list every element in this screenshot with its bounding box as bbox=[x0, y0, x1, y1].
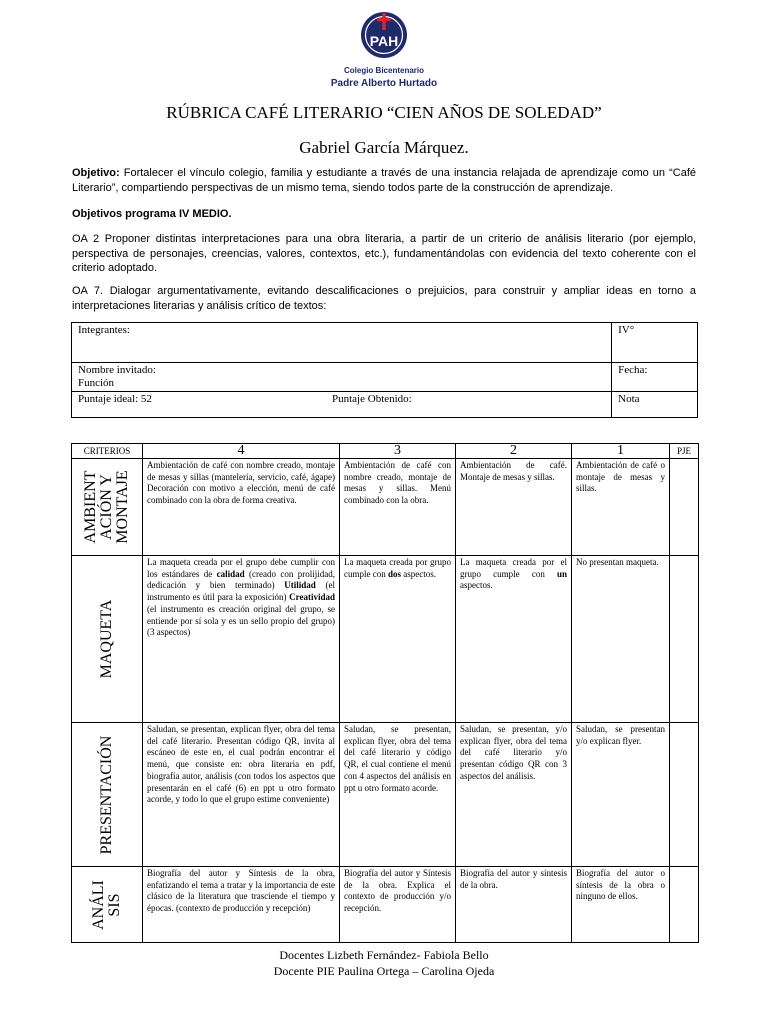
text-run: (creado con prolijidad, dedicación y bien terminado) bbox=[147, 568, 335, 591]
criterion-label bbox=[83, 470, 131, 543]
rubric-row-presentacion bbox=[72, 723, 699, 867]
criterion-line: ANÁLI bbox=[90, 879, 107, 930]
criterion-line: SIS bbox=[106, 892, 123, 917]
ambientacion-score-cell[interactable] bbox=[670, 459, 699, 556]
analisis-level-1: Biografía del autor o síntesis de la obra o ninguno de ellos. bbox=[572, 867, 670, 943]
maqueta-level-4 bbox=[143, 556, 340, 723]
document-author: Gabriel García Márquez. bbox=[299, 138, 469, 157]
student-info-table bbox=[71, 322, 698, 418]
criterion-analisis bbox=[72, 867, 143, 943]
presentacion-level-3: Saludan, se presentan, explican flyer, obra del tema del café literario y código QR, el cual contiene el menú con 4 aspectos del análisis en ppt u otro formato acorde. bbox=[340, 723, 456, 867]
criterion-label bbox=[91, 880, 123, 930]
logo-letters: PAH bbox=[369, 33, 399, 49]
maqueta-level-2 bbox=[456, 556, 572, 723]
text-run: La maqueta creada por el grupo debe cumplir con los estándares de bbox=[147, 557, 335, 579]
ambientacion-level-2: Ambientación de café. Montaje de mesas y sillas. bbox=[456, 459, 572, 556]
ambientacion-level-4: Ambientación de café con nombre creado, montaje de mesas y sillas (mantelería, servicio, café, ágape) Decoración con motivo a elección, menú de café combinado con la obra de forma creativa. bbox=[143, 459, 340, 556]
rubric-row-analisis bbox=[72, 867, 699, 943]
text-run: La maqueta creada por el grupo cumple con bbox=[460, 557, 567, 579]
document-title: RÚBRICA CAFÉ LITERARIO “CIEN AÑOS DE SOLEDAD” bbox=[166, 103, 602, 122]
objective-label: Objetivo: bbox=[72, 167, 120, 179]
fecha-field[interactable] bbox=[612, 363, 698, 392]
maqueta-level-3 bbox=[340, 556, 456, 723]
puntaje-ideal: Puntaje ideal: 52 bbox=[78, 393, 152, 405]
invitado-field[interactable] bbox=[72, 363, 612, 392]
rubric-row-ambientacion bbox=[72, 459, 699, 556]
curso-field[interactable]: IV° bbox=[612, 323, 698, 363]
criterion-line: MONTAJE bbox=[114, 470, 131, 544]
rubric-row-maqueta bbox=[72, 556, 699, 723]
maqueta-score-cell[interactable] bbox=[670, 556, 699, 723]
criterion-line: PRESENTACIÓN bbox=[98, 735, 115, 854]
analisis-level-2: Biografía del autor y síntesis de la obra. bbox=[456, 867, 572, 943]
text-run: (el instrumento es creación original del grupo, se entiende por sí sola y es un sello propio del grupo) (3 aspectos) bbox=[147, 603, 335, 638]
header-pje: PJE bbox=[670, 444, 699, 459]
text-run: aspectos. bbox=[401, 568, 437, 579]
bold-run: un bbox=[556, 568, 567, 579]
header-criterios: CRITERIOS bbox=[72, 444, 143, 459]
criterion-line: AMBIENT bbox=[82, 470, 99, 544]
nota-field[interactable]: Nota bbox=[612, 392, 698, 418]
presentacion-score-cell[interactable] bbox=[670, 723, 699, 867]
analisis-level-4: Biografía del autor y Síntesis de la obra, enfatizando el tema a tratar y la importancia de este clásico de la literatura que trasciende el tiempo y épocas. (contexto de producción y recepción) bbox=[143, 867, 340, 943]
school-name-line1: Colegio Bicentenario bbox=[343, 66, 424, 75]
analisis-level-3: Biografía del autor y Síntesis de la obra. Explica el contexto de producción y/o recepción. bbox=[340, 867, 456, 943]
presentacion-level-1: Saludan, se presentan y/o explican flyer. bbox=[572, 723, 670, 867]
rubric-header-row bbox=[72, 444, 699, 459]
bold-run: dos bbox=[388, 568, 402, 579]
school-logo-block bbox=[0, 10, 768, 89]
presentacion-level-4: Saludan, se presentan, explican flyer, obra del tema del café literario. Presentan código QR, invita al escáneo de este en, el cual podrán encontrar el menú, que consiste en: obra literaria en pdf, biografía autor, análisis (con todos los aspectos que presentarán en el café (6) en ppt u otro formato acorde, y todo lo que el grupo estime conveniente) bbox=[143, 723, 340, 867]
bold-run: Creatividad bbox=[289, 592, 335, 603]
criterion-maqueta bbox=[72, 556, 143, 723]
school-name-line2: Padre Alberto Hurtado bbox=[330, 78, 438, 89]
text-run: (el instrumento es útil para la exposición) bbox=[147, 580, 335, 603]
puntaje-obtenido: Puntaje Obtenido: bbox=[332, 393, 412, 405]
program-heading: Objetivos programa IV MEDIO. bbox=[72, 208, 232, 220]
puntaje-field[interactable] bbox=[72, 392, 612, 418]
header-score-1: 1 bbox=[572, 444, 670, 459]
bold-run: Utilidad bbox=[284, 580, 316, 591]
ambientacion-level-1: Ambientación de café o montaje de mesas y sillas. bbox=[572, 459, 670, 556]
footer-pie-teachers: Docente PIE Paulina Ortega – Carolina Ojeda bbox=[273, 964, 495, 978]
school-crest-icon bbox=[359, 10, 409, 60]
criterion-line: MAQUETA bbox=[98, 599, 115, 679]
objective-paragraph bbox=[72, 166, 696, 195]
funcion-label: Función bbox=[78, 377, 115, 389]
criterion-line: ACIÓN Y bbox=[98, 474, 115, 540]
invitado-label: Nombre invitado: bbox=[78, 364, 156, 376]
text-run: aspectos. bbox=[460, 580, 493, 591]
header-score-2: 2 bbox=[456, 444, 572, 459]
objective-text: Fortalecer el vínculo colegio, familia y estudiante a través de una instancia relajada de aprendizaje como un “Café Literario”, compartiendo perspectivas de un mismo tema, siendo todos parte de la construcción de aprendizaje. bbox=[72, 167, 696, 194]
oa2-paragraph: OA 2 Proponer distintas interpretaciones para una obra literaria, a partir de un criterio de análisis literario (por ejemplo, perspectiva de personajes, creencias, valores, contextos, etc.), fundamentándolas con evidencia del texto coherente con el criterio adoptado. bbox=[72, 233, 696, 274]
oa7-paragraph: OA 7. Dialogar argumentativamente, evitando descalificaciones o prejuicios, para construir y ampliar ideas en torno a interpretaciones literarias y análisis crítico de textos: bbox=[72, 285, 696, 312]
ambientacion-level-3: Ambientación de café con nombre creado, montaje de mesas y sillas. Menú combinado con la obra. bbox=[340, 459, 456, 556]
integrantes-field[interactable]: Integrantes: bbox=[72, 323, 612, 363]
fecha-label: Fecha: bbox=[618, 364, 648, 376]
criterion-ambientacion bbox=[72, 459, 143, 556]
criterion-presentacion bbox=[72, 723, 143, 867]
bold-run: calidad bbox=[216, 568, 245, 579]
text-run: La maqueta creada por grupo cumple con bbox=[344, 557, 451, 579]
criterion-label bbox=[99, 735, 115, 854]
header-score-4: 4 bbox=[143, 444, 340, 459]
criterion-label bbox=[99, 600, 115, 679]
header-score-3: 3 bbox=[340, 444, 456, 459]
footer-teachers: Docentes Lizbeth Fernández- Fabiola Bello bbox=[279, 948, 489, 962]
maqueta-level-1: No presentan maqueta. bbox=[572, 556, 670, 723]
presentacion-level-2: Saludan, se presentan, y/o explican flyer, obra del tema del café literario y/o presentan código QR con 3 aspectos del análisis. bbox=[456, 723, 572, 867]
analisis-score-cell[interactable] bbox=[670, 867, 699, 943]
rubric-table bbox=[71, 443, 699, 943]
